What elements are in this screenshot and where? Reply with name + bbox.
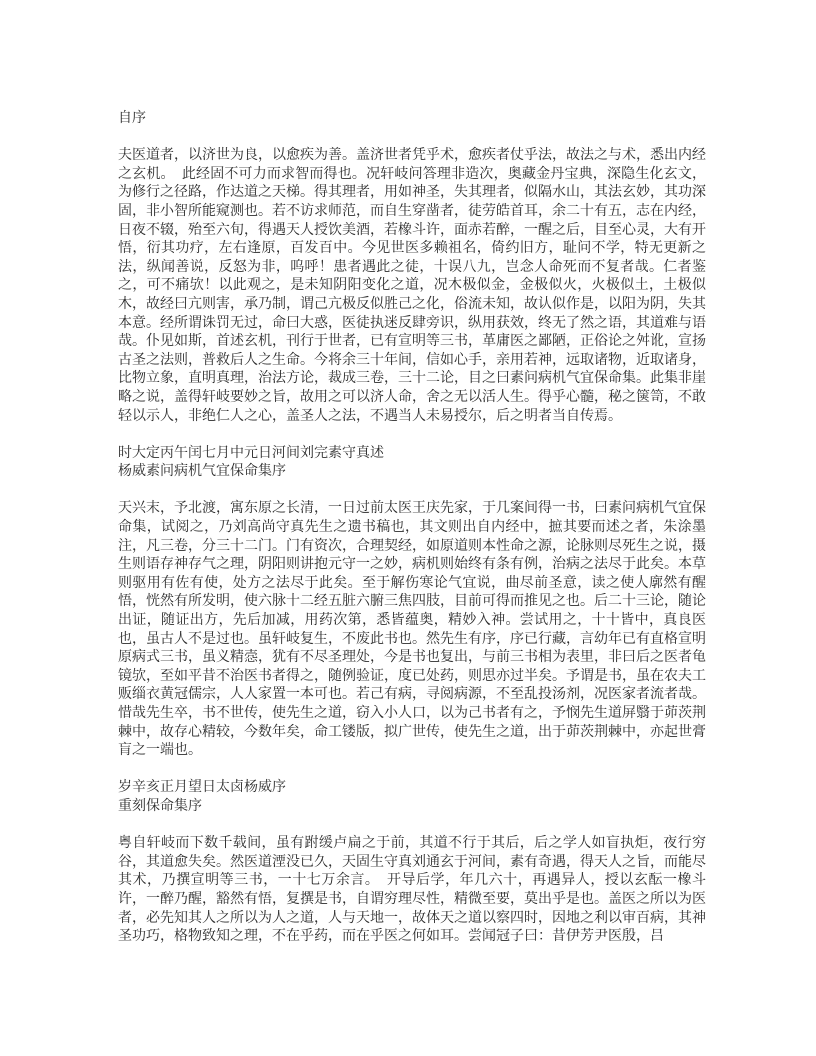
self-preface-title: 自序 — [118, 110, 146, 126]
document-content — [118, 109, 706, 946]
self-preface-dateline: 时大定丙午闰七月中元日河间刘完素守真述 — [118, 444, 384, 461]
yangwei-preface-dateline: 岁辛亥正月望日太卤杨威序 — [118, 779, 286, 796]
yangwei-preface-title: 杨威素问病机气宜保命集序 — [118, 463, 286, 480]
reprint-preface-title: 重刻保命集序 — [118, 797, 202, 814]
self-preface-body: 夫医道者，以济世为良，以愈疾为善。盖济世者凭乎术，愈疾者仗乎法，故法之与术，悉出内经之玄机。 此经固不可力而求智而得也。况轩岐问答理非造次，奥藏金丹宝典，深隐生化玄文，为修行之径路，作达道之天梯。得其理者，用如神圣，失其理者，似隔水山，其法玄妙，其功深固，非小智所能窥测也。若不访求师范，而自生穿凿者，徒劳皓首耳，余二十有五，志在内经，日夜不辍，殆至六旬，得遇天人授饮美酒，若橡斗许，面赤若醉，一醒之后，目至心灵，大有开悟，衍其功疗，左右逢原，百发百中。今见世医多赖祖名，倚约旧方，耻问不学，特无更新之法，纵闻善说，反怒为非，呜呼！患者遇此之徒，十误八九，岂念人命死而不复者哉。仁者鉴之，可不痛欤！以此观之，是未知阴阳变化之道，况木极似金，金极似火，火极似土，土极似木，故经曰亢则害，承乃制，谓己亢极反似胜己之化，俗流未知，故认似作是，以阳为阴，失其本意。经所谓诛罚无过，命曰大惑，医徒执迷反肆旁识，纵用获效，终无了然之语，其道难与语哉。仆见如斯，首述玄机，刊行于世者，已有宣明等三书，革庸医之鄙陋，正俗论之舛讹，宣扬古圣之法则，普救后人之生命。今将余三十年间，信如心手，亲用若神，远取诸物，近取诸身，比物立象，直明真理，治法方论，裁成三卷，三十二论，目之曰素问病机气宜保命集。此集非崖略之说，盖得轩岐要妙之旨，故用之可以济人命，舍之无以活人生。得乎心髓，秘之箧笥，不敢轻以示人，非绝仁人之心，盖圣人之法，不遇当人未易授尔，后之明者当自传焉。 — [118, 147, 706, 424]
yangwei-preface-body: 天兴末，予北渡，寓东原之长清，一日过前太医王庆先家，于几案间得一书，曰素问病机气宜保命集，试阅之，乃刘高尚守真先生之遗书稿也，其文则出自内经中，摭其要而述之者，朱涂墨注，凡三卷，分三十二门。门有资次，合理契经，如原道则本性命之源，论脉则尽死生之说，摄生则语存神存气之理，阴阳则讲抱元守一之妙，病机则始终有条有例，治病之法尽于此矣。本草则驱用有佐有使，处方之法尽于此矣。至于解伤寒论气宜说，曲尽前圣意，读之使人廓然有醒悟，恍然有所发明，使六脉十二经五脏六腑三焦四肢，目前可得而推见之也。后二十三论，随论出证，随证出方，先后加减，用药次第，悉皆蕴奥，精妙入神。尝试用之，十十皆中，真良医也，虽古人不是过也。虽轩岐复生，不废此书也。然先生有序，序已行藏，言幼年已有直格宣明原病式三书，虽义精悫，犹有不尽圣理处，今是书也复出，与前三书相为表里，非曰后之医者龟镜欤，至如平昔不治医书者得之，随例验证，度已处药，则思亦过半矣。予谓是书，虽在农夫工贩缁衣黄冠儒宗，人人家置一本可也。若己有病，寻阅病源，不至乱投汤剂，况医家者流者哉。惜哉先生卒，书不世传，使先生之道，窃入小人口，以为己书者有之，予悯先生道屏翳于茆茨荆棘中，故存心精较，今数年矣，命工镂版，拟广世传，使先生之道，出于茆茨荆棘中，亦起世膏肓之一端也。 — [118, 500, 706, 759]
reprint-preface-body: 粤自轩岐而下数千载间，虽有跗缓卢扁之于前，其道不行于其后，后之学人如盲执炬，夜行穷谷，其道愈失矣。然医道湮没已久，天固生守真刘通玄于河间，素有奇遇，得天人之旨，而能尽其术，乃撰宣明等三书，一十七万余言。 开导后学，年几六十，再遇异人，授以玄酝一橡斗许，一醉乃醒，豁然有悟，复撰是书，自谓穷理尽性，精微至要，莫出乎是也。盖医之所以为医者，必先知其人之所以为人之道，人与天地一，故体天之道以察四时，因地之利以审百病，其神圣功巧，格物致知之理，不在乎药，而在乎医之何如耳。尝闻冠子曰：昔伊芳尹医殷，吕 — [118, 835, 706, 945]
